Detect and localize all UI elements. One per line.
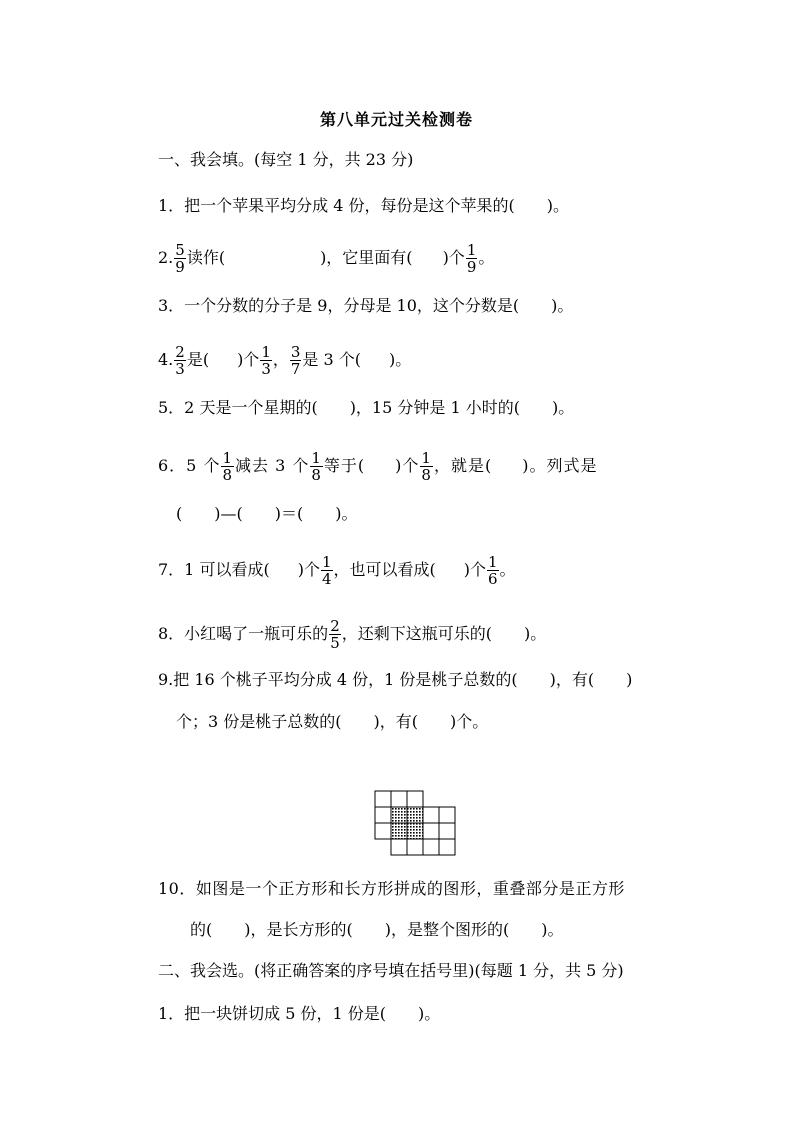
question-4: 4. $\frac{2}{3}$ 是( )个 $\frac{1}{3}$ ， $\frac{3}{7}$ 是 3 个( )。 [158,343,412,378]
question-7: 7．1 可以看成( )个 $\frac{1}{4}$ ，也可以看成( )个 $\frac{1}{6}$ 。 [158,553,516,588]
question-6-line-1: 6．5 个 $\frac{1}{8}$ 减去 3 个 $\frac{1}{8}$ 等于( )个 $\frac{1}{8}$ ，就是( )。列式是 [158,449,598,484]
fraction: $\frac{5}{9}$ [175,241,185,276]
question-8: 8．小红喝了一瓶可乐的 $\frac{2}{5}$ ，还剩下这瓶可乐的( )。 [158,617,547,652]
question-5: 5．2 天是一个星期的( )，15 分钟是 1 小时的( )。 [158,398,575,417]
question-10-line-2: 的( )，是长方形的( )，是整个图形的( )。 [190,920,564,939]
question-2: 2. $\frac{5}{9}$ 读作( )，它里面有( )个 $\frac{1}{9}$ 。 [158,241,495,276]
question-9-line-1: 9.把 16 个桃子平均分成 4 份，1 份是桃子总数的( )，有( ) [158,670,633,689]
fraction: $\frac{1}{3}$ [261,343,271,378]
fraction: $\frac{1}{8}$ [311,449,322,484]
fraction: $\frac{1}{9}$ [466,241,477,276]
fraction: $\frac{1}{8}$ [421,449,432,484]
fraction: $\frac{2}{5}$ [330,617,340,652]
choice-question-1: 1．把一块饼切成 5 份，1 份是( )。 [158,1004,441,1023]
fraction: $\frac{1}{4}$ [321,553,332,588]
page-title: 第八单元过关检测卷 [319,110,473,129]
question-9-line-2: 个；3 份是桃子总数的( )，有( )个。 [176,712,489,731]
fraction: $\frac{1}{6}$ [488,553,498,588]
question-6-line-2: ( )—( )＝( )。 [176,504,358,523]
question-1: 1．把一个苹果平均分成 4 份，每份是这个苹果的( )。 [158,196,570,215]
section-heading-choose: 二、我会选。(将正确答案的序号填在括号里)(每题 1 分，共 5 分) [158,961,624,980]
fraction: $\frac{1}{8}$ [222,449,233,484]
question-3: 3．一个分数的分子是 9，分母是 10，这个分数是( )。 [158,296,574,315]
question-10-line-1: 10．如图是一个正方形和长方形拼成的图形，重叠部分是正方形 [158,879,625,898]
section-heading-fill: 一、我会填。(每空 1 分，共 23 分) [158,150,414,169]
q2-number: 2. [158,248,174,267]
overlap-grid-figure [374,790,456,858]
fraction: $\frac{2}{3}$ [175,343,185,378]
fraction: $\frac{3}{7}$ [290,343,301,378]
